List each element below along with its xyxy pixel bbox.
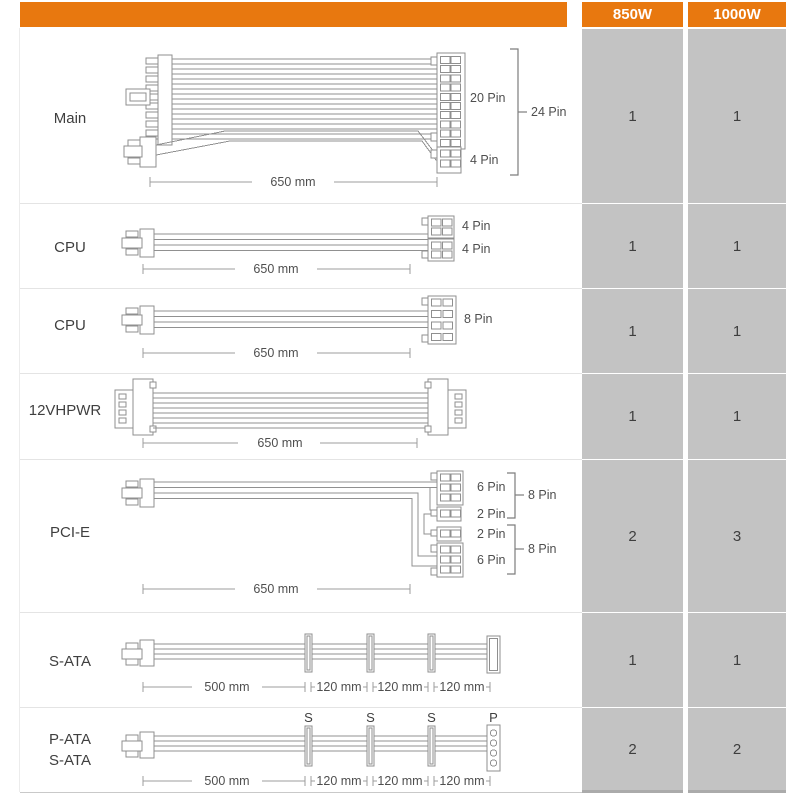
label-s2: S [366,710,375,725]
qty-cpu1-850w: 1 [582,204,683,289]
header-gap [567,2,582,27]
dimension-650mm [143,346,410,360]
pcie-wires [154,482,437,566]
sata-connector-2 [367,726,374,766]
table-row-pata-sata [20,708,786,793]
label-20pin: 20 Pin [470,91,506,105]
qty-12vhpwr-850w: 1 [582,374,683,460]
12vhpwr-cable-diagram [20,374,582,459]
label-p: P [489,710,498,725]
dim-500-label: 500 mm [204,774,250,788]
bracket-8pin-bottom [507,525,524,574]
bracket-24pin [510,49,527,175]
pata-left-connector [122,732,154,758]
label-8pin-b: 8 Pin [528,542,557,556]
dim-120-label-b: 120 mm [377,774,423,788]
cpu2-cable-diagram [20,289,582,373]
label-8pin: 8 Pin [464,312,493,326]
table-row-cpu1 [20,204,786,289]
label-s3: S [427,710,436,725]
row-label: 12VHPWR [28,402,102,419]
label-6pin-a: 6 Pin [477,480,506,494]
qty-pcie-850w: 2 [582,460,683,613]
cpu2-right-connector-8pin [422,296,456,344]
label-2pin-a: 2 Pin [477,507,506,521]
pcie-left-connector [122,479,154,507]
dimension-500mm-120mm [143,680,490,694]
diagram-cell-cpu1 [20,204,582,289]
label-24pin: 24 Pin [531,105,567,119]
pata-wires [154,736,487,751]
sata-connector-1 [305,634,312,672]
pcie-connector-2pin-bottom [431,527,461,541]
sata-connector-end [487,636,500,673]
qty-cpu1-1000w: 1 [688,204,786,289]
main-left-connector-20pin [126,55,172,145]
diagram-cell-pcie [20,460,582,613]
table-header-row [20,2,786,27]
dim-650-label: 650 mm [253,262,299,276]
sata-connector-3 [428,726,435,766]
qty-main-1000w: 1 [688,29,786,204]
header-orange-bar [20,2,567,27]
diagram-cell-cpu2 [20,289,582,374]
sata-cable-diagram [20,613,582,707]
cpu2-left-connector [122,306,154,334]
table-row-main [20,29,786,204]
label-s1: S [304,710,313,725]
main-right-connector-20pin [431,53,465,149]
header-cell-1000w: 1000W [688,2,786,27]
label-2pin-b: 2 Pin [477,527,506,541]
cpu1-cable-diagram [20,204,582,288]
qty-main-850w: 1 [582,29,683,204]
dim-500-label: 500 mm [204,680,250,694]
cpu1-right-connector-4pin-top [422,216,454,238]
row-label-line2: S-ATA [49,752,91,769]
sata-connector-3 [428,634,435,672]
diagram-cell-main [20,29,582,204]
sata-connector-1 [305,726,312,766]
diagram-cell-pata-sata [20,708,582,793]
row-label: CPU [54,239,86,256]
label-4pin-a: 4 Pin [462,219,491,233]
dim-120-label-a: 120 mm [316,680,362,694]
diagram-cell-sata [20,613,582,708]
sata-wires [154,644,487,659]
bracket-8pin-top [507,473,524,518]
label-8pin-a: 8 Pin [528,488,557,502]
dim-120-label-c: 120 mm [439,680,485,694]
dim-120-label-c: 120 mm [439,774,485,788]
cpu2-wires [154,311,428,328]
pcie-connector-2pin-top [431,507,461,521]
dimension-500mm-120mm [143,774,490,788]
cable-spec-table [20,2,786,793]
qty-sata-1000w: 1 [688,613,786,708]
table-row-sata [20,613,786,708]
label-6pin-b: 6 Pin [477,553,506,567]
diagram-cell-12vhpwr [20,374,582,460]
dim-120-label-b: 120 mm [377,680,423,694]
qty-sata-850w: 1 [582,613,683,708]
pcie-cable-diagram [20,460,582,612]
qty-pcie-1000w: 3 [688,460,786,613]
12vhpwr-right-connector [425,379,466,435]
table-row-12vhpwr [20,374,786,460]
qty-pata-850w: 2 [582,708,683,793]
12vhpwr-left-connector [115,379,156,435]
sata-connector-2 [367,634,374,672]
row-label: Main [53,110,87,127]
row-label: S-ATA [49,653,91,670]
dim-650-label: 650 mm [257,436,303,450]
pcie-connector-6pin-bottom [431,543,463,577]
dim-650-label: 650 mm [270,175,316,189]
label-4pin-b: 4 Pin [462,242,491,256]
qty-pata-1000w: 2 [688,708,786,793]
dim-650-label: 650 mm [253,346,299,360]
dim-650-label: 650 mm [253,582,299,596]
dimension-650mm [143,262,410,276]
dimension-650mm [143,582,410,596]
table-row-cpu2 [20,289,786,374]
table-row-pcie [20,460,786,613]
qty-cpu2-1000w: 1 [688,289,786,374]
cpu1-wires [154,234,428,251]
main-wires [172,59,437,139]
row-label: CPU [54,317,86,334]
label-4pin: 4 Pin [470,153,499,167]
main-cable-diagram [20,29,582,203]
qty-cpu2-850w: 1 [582,289,683,374]
header-cell-850w: 850W [582,2,683,27]
pata-molex-connector [487,725,500,771]
row-label-line1: P-ATA [49,731,91,748]
sata-left-connector [122,640,154,666]
pata-sata-cable-diagram [20,708,582,792]
dim-120-label-a: 120 mm [316,774,362,788]
dimension-650mm [150,175,437,189]
cpu1-left-connector [122,229,154,257]
dimension-650mm [143,436,417,450]
12vhpwr-wires [153,393,428,428]
qty-12vhpwr-1000w: 1 [688,374,786,460]
row-label: PCI-E [49,524,91,541]
